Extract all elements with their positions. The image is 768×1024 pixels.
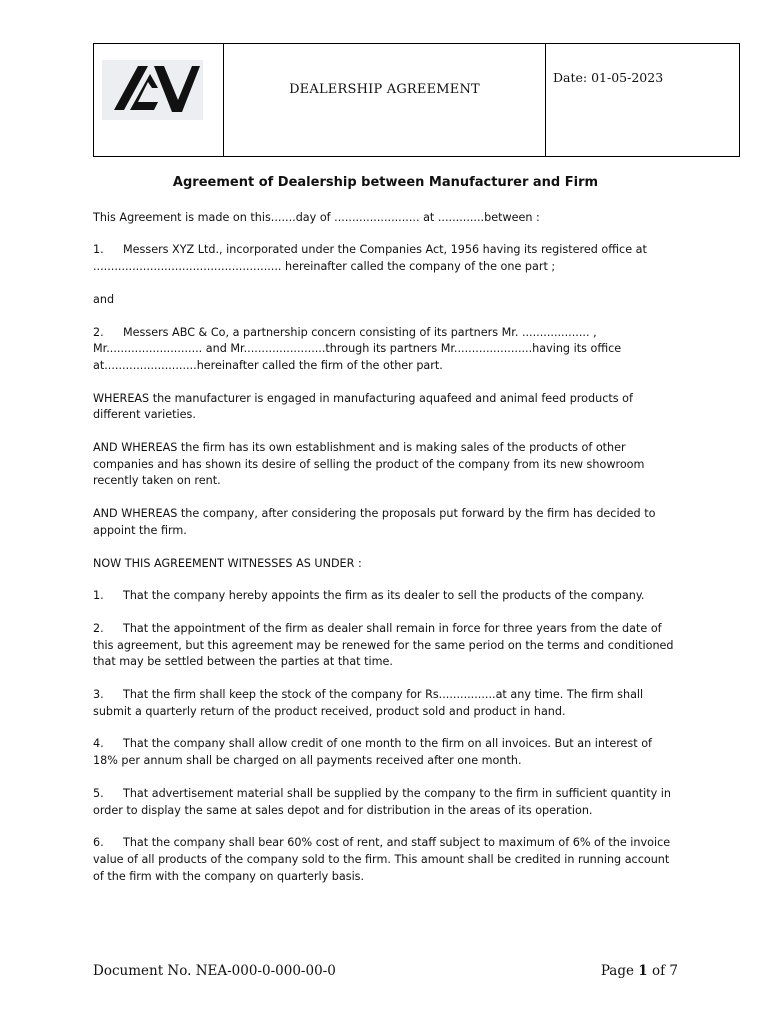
paragraph (93, 835, 678, 885)
paragraph-text: Messers XYZ Ltd., incorporated under the Companies Act, 1956 having its registered office at ..................................................... hereinafter called the company of the one part ; (93, 243, 647, 274)
paragraph-number: 1. (93, 589, 104, 603)
paragraph (93, 506, 678, 539)
page-total: of 7 (651, 963, 678, 979)
paragraph-text: That the firm shall keep the stock of the company for Rs................at any time. The firm shall submit a quarterly return of the product received, product sold and product in hand. (93, 688, 644, 718)
company-logo-icon (102, 60, 203, 120)
paragraph (93, 292, 678, 309)
document-header (93, 43, 740, 157)
paragraph (93, 210, 678, 227)
paragraph (93, 687, 678, 720)
paragraph-text: Messers ABC & Co, a partnership concern consisting of its partners Mr. ................... , Mr........................... and Mr.......................through its partners Mr......................having its office at..........................hereinafter called the firm of the other part. (93, 325, 622, 372)
paragraph-number: 4. (93, 737, 104, 751)
page-prefix: Page (600, 963, 634, 979)
paragraph-text: AND WHEREAS the firm has its own establishment and is making sales of the products of other companies and has shown its desire of selling the product of the company from its new showroom recently taken on rent. (93, 441, 645, 488)
paragraph-text: AND WHEREAS the company, after considering the proposals put forward by the firm has decided to appoint the firm. (93, 507, 656, 537)
paragraph-text: NOW THIS AGREEMENT WITNESSES AS UNDER : (93, 556, 362, 570)
paragraph (93, 621, 678, 671)
paragraph-number: 3. (93, 688, 104, 702)
page-current: 1 (638, 963, 648, 979)
paragraph (93, 588, 678, 605)
paragraph-number: 6. (93, 836, 104, 850)
document-date: Date: 01-05-2023 (553, 70, 664, 85)
header-title-cell (224, 44, 546, 156)
paragraph-number: 5. (93, 786, 104, 800)
paragraph-text: That the appointment of the firm as dealer shall remain in force for three years from the date of this agreement, but this agreement may be renewed for the same period on the terms and conditioned that may be settled between the parties at that time. (93, 621, 674, 669)
document-title: DEALERSHIP AGREEMENT (289, 82, 480, 97)
paragraph (93, 242, 678, 275)
paragraph (93, 391, 678, 424)
agreement-heading: Agreement of Dealership between Manufacturer and Firm (172, 175, 599, 190)
paragraph-text: WHEREAS the manufacturer is engaged in manufacturing aquafeed and animal feed products of different varieties. (93, 391, 633, 422)
paragraph (93, 786, 678, 819)
document-body (93, 175, 678, 901)
paragraph (93, 736, 678, 769)
document-number: Document No. NEA-000-0-000-00-0 (93, 963, 336, 979)
paragraph-number: 1. (93, 243, 104, 257)
paragraph (93, 440, 678, 490)
paragraph-text: and (93, 292, 115, 306)
paragraph-number: 2. (93, 325, 104, 339)
paragraph-text: This Agreement is made on this.......day of ........................ at .............between : (93, 210, 540, 224)
paragraph-text: That advertisement material shall be supplied by the company to the firm in sufficient quantity in order to display the same at sales depot and for distribution in the areas of its operation. (93, 786, 672, 817)
page-indicator (601, 963, 678, 979)
paragraph-text: That the company shall allow credit of one month to the firm on all invoices. But an interest of 18% per annum shall be charged on all payments received after one month. (93, 737, 652, 768)
paragraph-text: That the company shall bear 60% cost of rent, and staff subject to maximum of 6% of the invoice value of all products of the company sold to the firm. This amount shall be credited in running account of the firm with the company on quarterly basis. (93, 836, 671, 883)
header-logo-cell (94, 44, 224, 156)
header-date-cell (546, 44, 739, 156)
paragraph-text: That the company hereby appoints the firm as its dealer to sell the products of the company. (123, 589, 645, 603)
paragraph (93, 325, 678, 375)
paragraph (93, 556, 678, 573)
paragraph-number: 2. (93, 621, 104, 635)
